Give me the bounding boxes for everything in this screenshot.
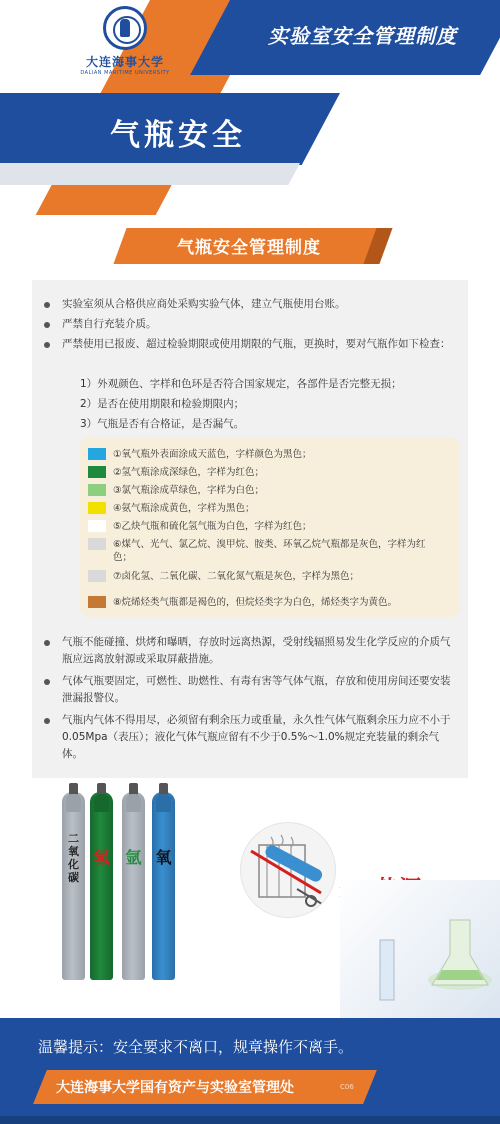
- list-item-text: 气体气瓶要固定，可燃性、助燃性、有毒有害等气体气瓶，存放和使用房间还要安装泄漏报警仪。: [62, 675, 451, 704]
- bullet-icon: [44, 342, 50, 348]
- legend-text: ③氯气瓶涂成草绿色，字样为白色；: [113, 485, 265, 496]
- legend-text: ⑦卤化氢、二氧化碳、二氧化氮气瓶是灰色，字样为黑色；: [113, 571, 360, 582]
- cylinder-cap: [66, 794, 81, 812]
- footer-code: C06: [340, 1083, 354, 1091]
- check-item: 3）气瓶是否有合格证，是否漏气。: [80, 418, 245, 430]
- legend-row: [88, 570, 433, 583]
- list-item: [44, 296, 454, 313]
- legend-row: [88, 596, 433, 609]
- bullet-icon: [44, 640, 50, 646]
- cylinder-cart-icon: [241, 823, 336, 918]
- cylinder-label: 氩: [125, 848, 142, 867]
- bullet-icon: [44, 718, 50, 724]
- list-item: [44, 336, 454, 353]
- list-item-text: 气瓶内气体不得用尽，必须留有剩余压力或重量，永久性气体气瓶剩余压力应不小于0.05Mpa（表压）；液化气体气瓶应留有不少于0.5%～1.0%规定充装量的剩余气体。: [62, 714, 451, 760]
- color-swatch: [88, 570, 106, 582]
- legend-text: ①氧气瓶外表面涂成天蓝色，字样颜色为黑色；: [113, 449, 312, 460]
- legend-row: [88, 520, 433, 533]
- page-title: 实验室安全管理制度: [268, 24, 457, 48]
- bullet-icon: [44, 679, 50, 685]
- legend-row: [88, 448, 433, 461]
- lab-glassware-icon: [340, 880, 500, 1040]
- gas-cylinder: [62, 792, 85, 980]
- color-swatch: [88, 466, 106, 478]
- list-item: [44, 634, 454, 668]
- legend-row: [88, 484, 433, 497]
- cylinder-cap: [94, 794, 109, 812]
- bullet-icon: [44, 302, 50, 308]
- check-item: 2）是否在使用期限和检验期限内；: [80, 398, 245, 410]
- color-swatch: [88, 484, 106, 496]
- color-swatch: [88, 538, 106, 550]
- bullet-icon: [44, 322, 50, 328]
- list-item: [44, 673, 454, 707]
- logo-chinese-name: 大连海事大学: [85, 55, 164, 69]
- color-swatch: [88, 520, 106, 532]
- legend-row: [88, 502, 433, 515]
- list-item: [44, 316, 454, 333]
- legend-row: [88, 466, 433, 479]
- footer-bottom-strip: [0, 1116, 500, 1124]
- list-item-text: 严禁自行充装介质。: [62, 318, 157, 330]
- university-logo: [80, 6, 170, 90]
- logo-english-name: DALIAN MARITIME UNIVERSITY: [80, 70, 170, 76]
- cylinder-label: 氢: [93, 848, 110, 867]
- legend-text: ⑤乙炔气瓶和硫化氢气瓶为白色，字样为红色；: [113, 521, 312, 532]
- footer-tip: 温馨提示：安全要求不离口，规章操作不离手。: [38, 1038, 354, 1056]
- list-item-text: 实验室须从合格供应商处采购实验气体，建立气瓶使用台账。: [62, 298, 346, 310]
- legend-text: ⑥煤气、光气、氯乙烷、溴甲烷、胺类、环氧乙烷气瓶都是灰色，字样为红色；: [113, 539, 426, 563]
- legend-text: ②氢气瓶涂成深绿色，字样为红色；: [113, 467, 265, 478]
- cylinder-label: 二氧化碳: [68, 832, 79, 884]
- gas-cylinder: [152, 792, 175, 980]
- section-title: 气瓶安全管理制度: [177, 238, 321, 258]
- cylinder-cap: [156, 794, 171, 812]
- legend-text: ④氨气瓶涂成黄色，字样为黑色；: [113, 503, 255, 514]
- footer-organization: 大连海事大学国有资产与实验室管理处: [56, 1080, 294, 1096]
- header-grey-strip: [0, 163, 300, 185]
- check-item: 1）外观颜色、字样和色环是否符合国家规定，各部件是否完整无损；: [80, 378, 402, 390]
- page-subtitle: 气瓶安全: [110, 118, 246, 153]
- color-swatch: [88, 448, 106, 460]
- legend-text: ⑧烷烯烃类气瓶都是褐色的，但烷烃类字为白色，烯烃类字为黄色。: [113, 597, 398, 608]
- list-item: [44, 712, 454, 763]
- gas-cylinder: [122, 792, 145, 980]
- list-item-text: 严禁使用已报废、超过检验期限或使用期限的气瓶，更换时，要对气瓶作如下检查：: [62, 338, 451, 350]
- color-swatch: [88, 502, 106, 514]
- lab-background-image: [340, 880, 500, 1040]
- university-emblem-icon: [103, 6, 147, 50]
- legend-row: [88, 538, 433, 564]
- gas-cylinder: [90, 792, 113, 980]
- cylinder-cap: [126, 794, 141, 812]
- cylinder-label: 氧: [155, 848, 172, 867]
- color-swatch: [88, 596, 106, 608]
- heat-source-illustration: [240, 822, 336, 918]
- list-item-text: 气瓶不能碰撞、烘烤和曝晒，存放时远离热源，受射线辐照易发生化学反应的介质气瓶应远离放射源或采取屏蔽措施。: [62, 636, 451, 665]
